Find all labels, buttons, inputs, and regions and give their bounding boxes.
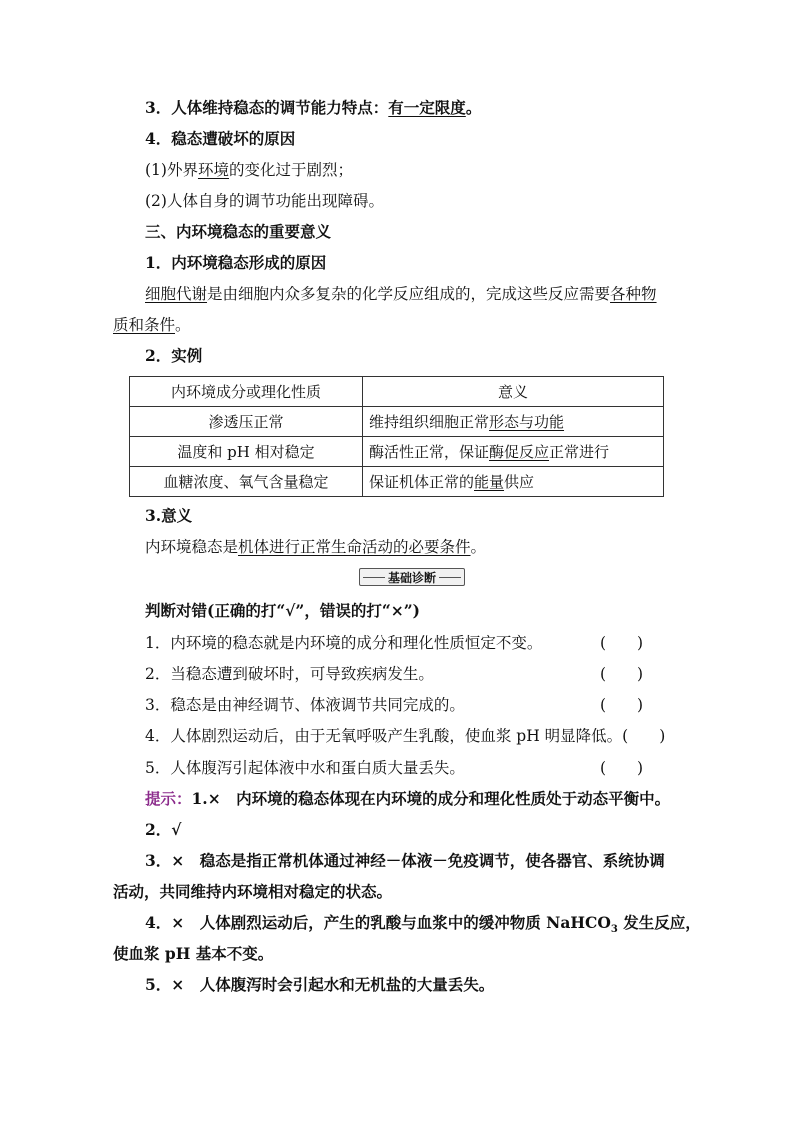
metabolism-line-1 [145,284,657,304]
hint-line-1 [145,789,670,809]
punct: 。 [465,98,482,117]
subsection-1-heading: 1．内环境稳态形成的原因 [145,253,327,272]
cause-1-line [145,160,353,180]
question-1: 1．内环境的稳态就是内环境的成分和理化性质恒定不变。 [145,634,543,652]
table-row [130,467,664,497]
point-3-answer: 有一定限度 [388,98,466,117]
subsection-2-heading: 2．实例 [145,346,203,365]
banner-left-rule [363,577,385,578]
table-cell-meaning [363,467,664,497]
table-header-property: 内环境成分或理化性质 [130,377,363,407]
hint-4-line-2: 使血浆 pH 基本不变。 [113,944,274,963]
hint-3-line-2: 活动，共同维持内环境相对稳定的状态。 [113,882,393,901]
table-header-meaning: 意义 [363,377,664,407]
metabolism-text: 是由细胞内众多复杂的化学反应组成的，完成这些反应需要 [207,285,611,303]
answer-blank-3[interactable]: ( ) [600,696,644,714]
table-cell-meaning [363,407,664,437]
banner-right-rule [439,577,461,578]
point-3-line [145,98,481,118]
cell-text: 维持组织细胞正常 [369,413,490,431]
significance-text: 内环境稳态是 [145,538,239,556]
table-row [130,407,664,437]
hint-4-rest: 发生反应， [617,913,701,932]
cell-rest: 正常进行 [549,443,610,461]
significance-answer: 机体进行正常生命活动的必要条件 [238,538,471,556]
cell-answer: 能量 [474,473,505,491]
cause-1-rest: 的变化过于剧烈； [228,161,353,179]
cause-2-line: (2)人体自身的调节功能出现障碍。 [145,192,384,210]
table-cell-meaning [363,437,664,467]
hint-3-line-1: 3．× 稳态是指正常机体通过神经－体液－免疫调节，使各器官、系统协调 [145,851,665,870]
cell-answer: 形态与功能 [489,413,565,431]
hint-4-text: 4．× 人体剧烈运动后，产生的乳酸与血浆中的缓冲物质 NaHCO [145,913,611,932]
question-4: 4．人体剧烈运动后，由于无氧呼吸产生乳酸，使血浆 pH 明显降低。( ) [145,727,666,745]
hint-5: 5．× 人体腹泻时会引起水和无机盐的大量丢失。 [145,975,495,994]
point-3-text: 3．人体维持稳态的调节能力特点： [145,98,389,117]
cause-1-text: (1)外界 [145,161,198,179]
punct: 。 [175,316,191,334]
point-4-heading: 4．稳态遭破坏的原因 [145,129,296,148]
cell-rest: 供应 [504,473,535,491]
metabolism-line-2 [113,315,191,335]
metabolism-answer: 细胞代谢 [145,285,208,303]
answer-blank-1[interactable]: ( ) [600,634,644,652]
cell-text: 保证机体正常的 [369,473,475,491]
hint-4-line-1 [145,913,701,940]
banner-label: 基础诊断 [388,570,437,585]
cell-answer: 酶促反应 [489,443,550,461]
question-5: 5．人体腹泻引起体液中水和蛋白质大量丢失。 [145,759,465,777]
question-3: 3．稳态是由神经调节、体液调节共同完成的。 [145,696,465,714]
question-2: 2．当稳态遭到破坏时，可导致疾病发生。 [145,665,434,683]
hint-1: 1.× 内环境的稳态体现在内环境的成分和理化性质处于动态平衡中。 [191,789,671,808]
basic-diagnosis-banner [359,568,465,586]
table-row [130,437,664,467]
table-cell-property: 渗透压正常 [130,407,363,437]
conditions-answer-part2: 质和条件 [113,316,176,334]
table-cell-property: 血糖浓度、氧气含量稳定 [130,467,363,497]
section-3-heading: 三、内环境稳态的重要意义 [145,222,332,241]
table-header-row [130,377,664,407]
cell-text: 酶活性正常，保证 [369,443,490,461]
table-cell-property: 温度和 pH 相对稳定 [130,437,363,467]
hint-2: 2．√ [145,820,182,839]
hint-4-subscript: 3 [610,924,618,936]
judgement-intro: 判断对错(正确的打“√”，错误的打“×”) [145,601,421,620]
subsection-3-heading: 3.意义 [145,506,193,525]
conditions-answer-part1: 各种物 [610,285,657,303]
significance-line [145,537,486,557]
answer-blank-2[interactable]: ( ) [600,665,644,683]
examples-table [129,376,664,497]
cause-1-answer: 环境 [197,161,229,179]
hint-label: 提示： [145,789,192,808]
answer-blank-5[interactable]: ( ) [600,759,644,777]
punct: 。 [470,538,487,556]
